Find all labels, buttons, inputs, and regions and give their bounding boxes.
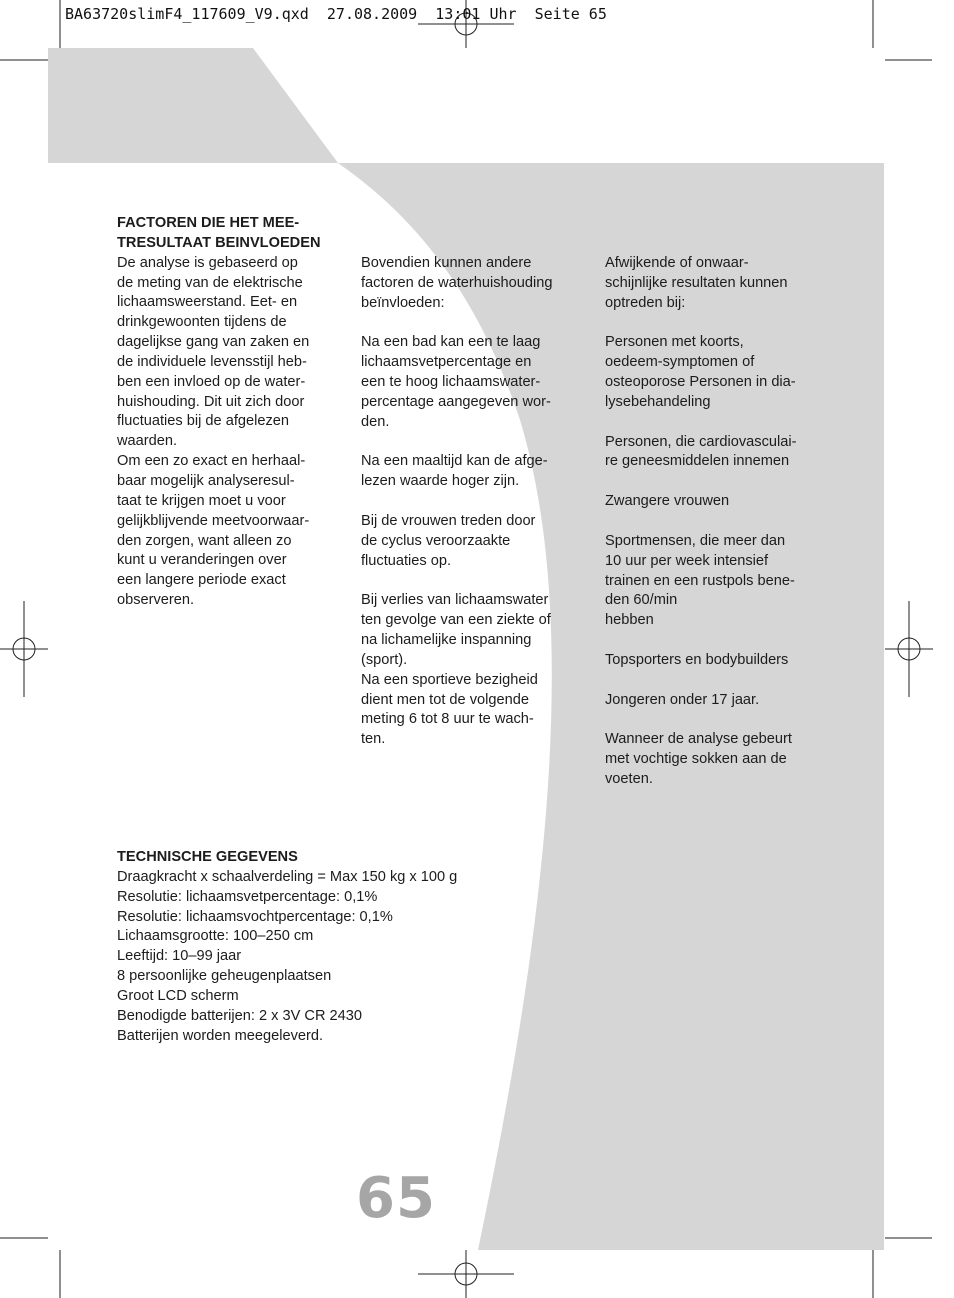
text-line: met vochtige sokken aan de <box>605 751 787 768</box>
text-line: kunt u veranderingen over <box>117 552 287 569</box>
text-line: de individuele levensstijl heb- <box>117 353 307 370</box>
text-line: Bovendien kunnen andere <box>361 255 532 271</box>
text-line: lezen waarde hoger zijn. <box>361 473 520 490</box>
text-line: baar mogelijk analyseresul- <box>117 472 295 489</box>
text-line: fluctuaties op. <box>361 552 452 569</box>
column1-body <box>117 254 342 611</box>
text-line: Topsporters en bodybuilders <box>605 651 789 668</box>
text-line: Na een maaltijd kan de afge- <box>361 453 548 470</box>
text-line: Om een zo exact en herhaal- <box>117 453 306 470</box>
text-line: taat te krijgen moet u voor <box>117 492 286 509</box>
text-line: re geneesmiddelen innemen <box>605 453 790 470</box>
text-line: dagelijkse gang van zaken en <box>117 334 310 351</box>
spec-line: Leeftijd: 10–99 jaar <box>117 948 242 965</box>
column-measurement-factors <box>117 214 342 611</box>
technical-specifications <box>117 848 537 1046</box>
spec-line: Groot LCD scherm <box>117 987 239 1004</box>
gray-top-band <box>48 48 338 163</box>
text-line: trainen en een rustpols bene- <box>605 572 795 589</box>
text-line: fluctuaties bij de afgelezen <box>117 413 289 430</box>
blank-line <box>605 671 830 691</box>
text-line: hebben <box>605 612 654 629</box>
text-line: observeren. <box>117 592 195 609</box>
spec-line: Lichaamsgrootte: 100–250 cm <box>117 928 314 945</box>
section-heading-line: TRESULTAAT BEINVLOEDEN <box>117 234 321 251</box>
text-line: ben een invloed op de water- <box>117 373 306 390</box>
blank-line <box>361 314 586 334</box>
text-line: waarden. <box>117 433 178 450</box>
text-line: den zorgen, want alleen zo <box>117 532 292 549</box>
blank-line <box>605 472 830 492</box>
page-number: 65 <box>356 1166 436 1231</box>
blank-line <box>605 413 830 433</box>
text-line: Personen, die cardiovasculai- <box>605 433 797 450</box>
text-line: ten. <box>361 731 386 748</box>
text-line: oedeem-symptomen of <box>605 354 755 371</box>
text-line: Wanneer de analyse gebeurt <box>605 731 792 748</box>
spec-line: Resolutie: lichaamsvetpercentage: 0,1% <box>117 888 378 905</box>
text-line: gelijkblijvende meetvoorwaar- <box>117 512 310 529</box>
text-line: den 60/min <box>605 592 678 609</box>
text-line: drinkgewoonten tijdens de <box>117 314 287 331</box>
blank-line <box>605 710 830 730</box>
blank-line <box>361 433 586 453</box>
text-line: den. <box>361 413 390 430</box>
text-line: de cyclus veroorzaakte <box>361 532 511 549</box>
text-line: factoren de waterhuishouding <box>361 274 553 291</box>
text-line: De analyse is gebaseerd op <box>117 254 298 271</box>
text-line: osteoporose Personen in dia- <box>605 374 796 391</box>
spec-line: Batterijen worden meegeleverd. <box>117 1027 324 1044</box>
text-line: de meting van de elektrische <box>117 274 303 291</box>
text-line: schijnlijke resultaten kunnen <box>605 274 788 291</box>
blank-line <box>605 314 830 334</box>
text-line: lysebehandeling <box>605 393 711 410</box>
text-line: een te hoog lichaamswater- <box>361 374 541 391</box>
text-line: percentage aangegeven wor- <box>361 393 551 410</box>
text-line: lichaamsweerstand. Eet- en <box>117 294 298 311</box>
text-line: ten gevolge van een ziekte of <box>361 612 551 629</box>
text-line: huishouding. Dit uit zich door <box>117 393 305 410</box>
blank-line <box>361 492 586 512</box>
text-line: Sportmensen, die meer dan <box>605 532 786 549</box>
blank-line <box>361 572 586 592</box>
text-line: voeten. <box>605 770 653 787</box>
file-slug: BA63720slimF4_117609_V9.qxd 27.08.2009 13:01 Uhr Seite 65 <box>65 5 607 23</box>
blank-line <box>605 631 830 651</box>
text-line: Bij verlies van lichaamswater <box>361 592 549 609</box>
text-line: dient men tot de volgende <box>361 691 529 708</box>
blank-line <box>605 512 830 532</box>
text-line: lichaamsvetpercentage en <box>361 354 532 371</box>
text-line: Afwijkende of onwaar- <box>605 255 749 271</box>
column-deviating-results <box>605 254 830 790</box>
spec-line: Draagkracht x schaalverdeling = Max 150 kg x 100 g <box>117 868 458 885</box>
text-line: Na een bad kan een te laag <box>361 334 541 351</box>
text-line: optreden bij: <box>605 294 686 311</box>
text-line: Zwangere vrouwen <box>605 493 730 510</box>
text-line: (sport). <box>361 651 408 668</box>
text-line: Personen met koorts, <box>605 334 744 351</box>
spec-line: Benodigde batterijen: 2 x 3V CR 2430 <box>117 1007 363 1024</box>
text-line: 10 uur per week intensief <box>605 552 769 569</box>
section-heading: TECHNISCHE GEGEVENS <box>117 849 298 865</box>
spec-line: Resolutie: lichaamsvochtpercentage: 0,1% <box>117 908 393 925</box>
text-line: meting 6 tot 8 uur te wach- <box>361 711 534 728</box>
text-line: Na een sportieve bezigheid <box>361 671 538 688</box>
text-line: Bij de vrouwen treden door <box>361 512 536 529</box>
section-heading-line: FACTOREN DIE HET MEE- <box>117 215 300 231</box>
text-line: een langere periode exact <box>117 572 286 589</box>
column-water-balance-factors <box>361 254 586 750</box>
text-line: Jongeren onder 17 jaar. <box>605 691 760 708</box>
text-line: na lichamelijke inspanning <box>361 632 532 649</box>
spec-line: 8 persoonlijke geheugenplaatsen <box>117 968 332 985</box>
text-line: beïnvloeden: <box>361 294 445 311</box>
